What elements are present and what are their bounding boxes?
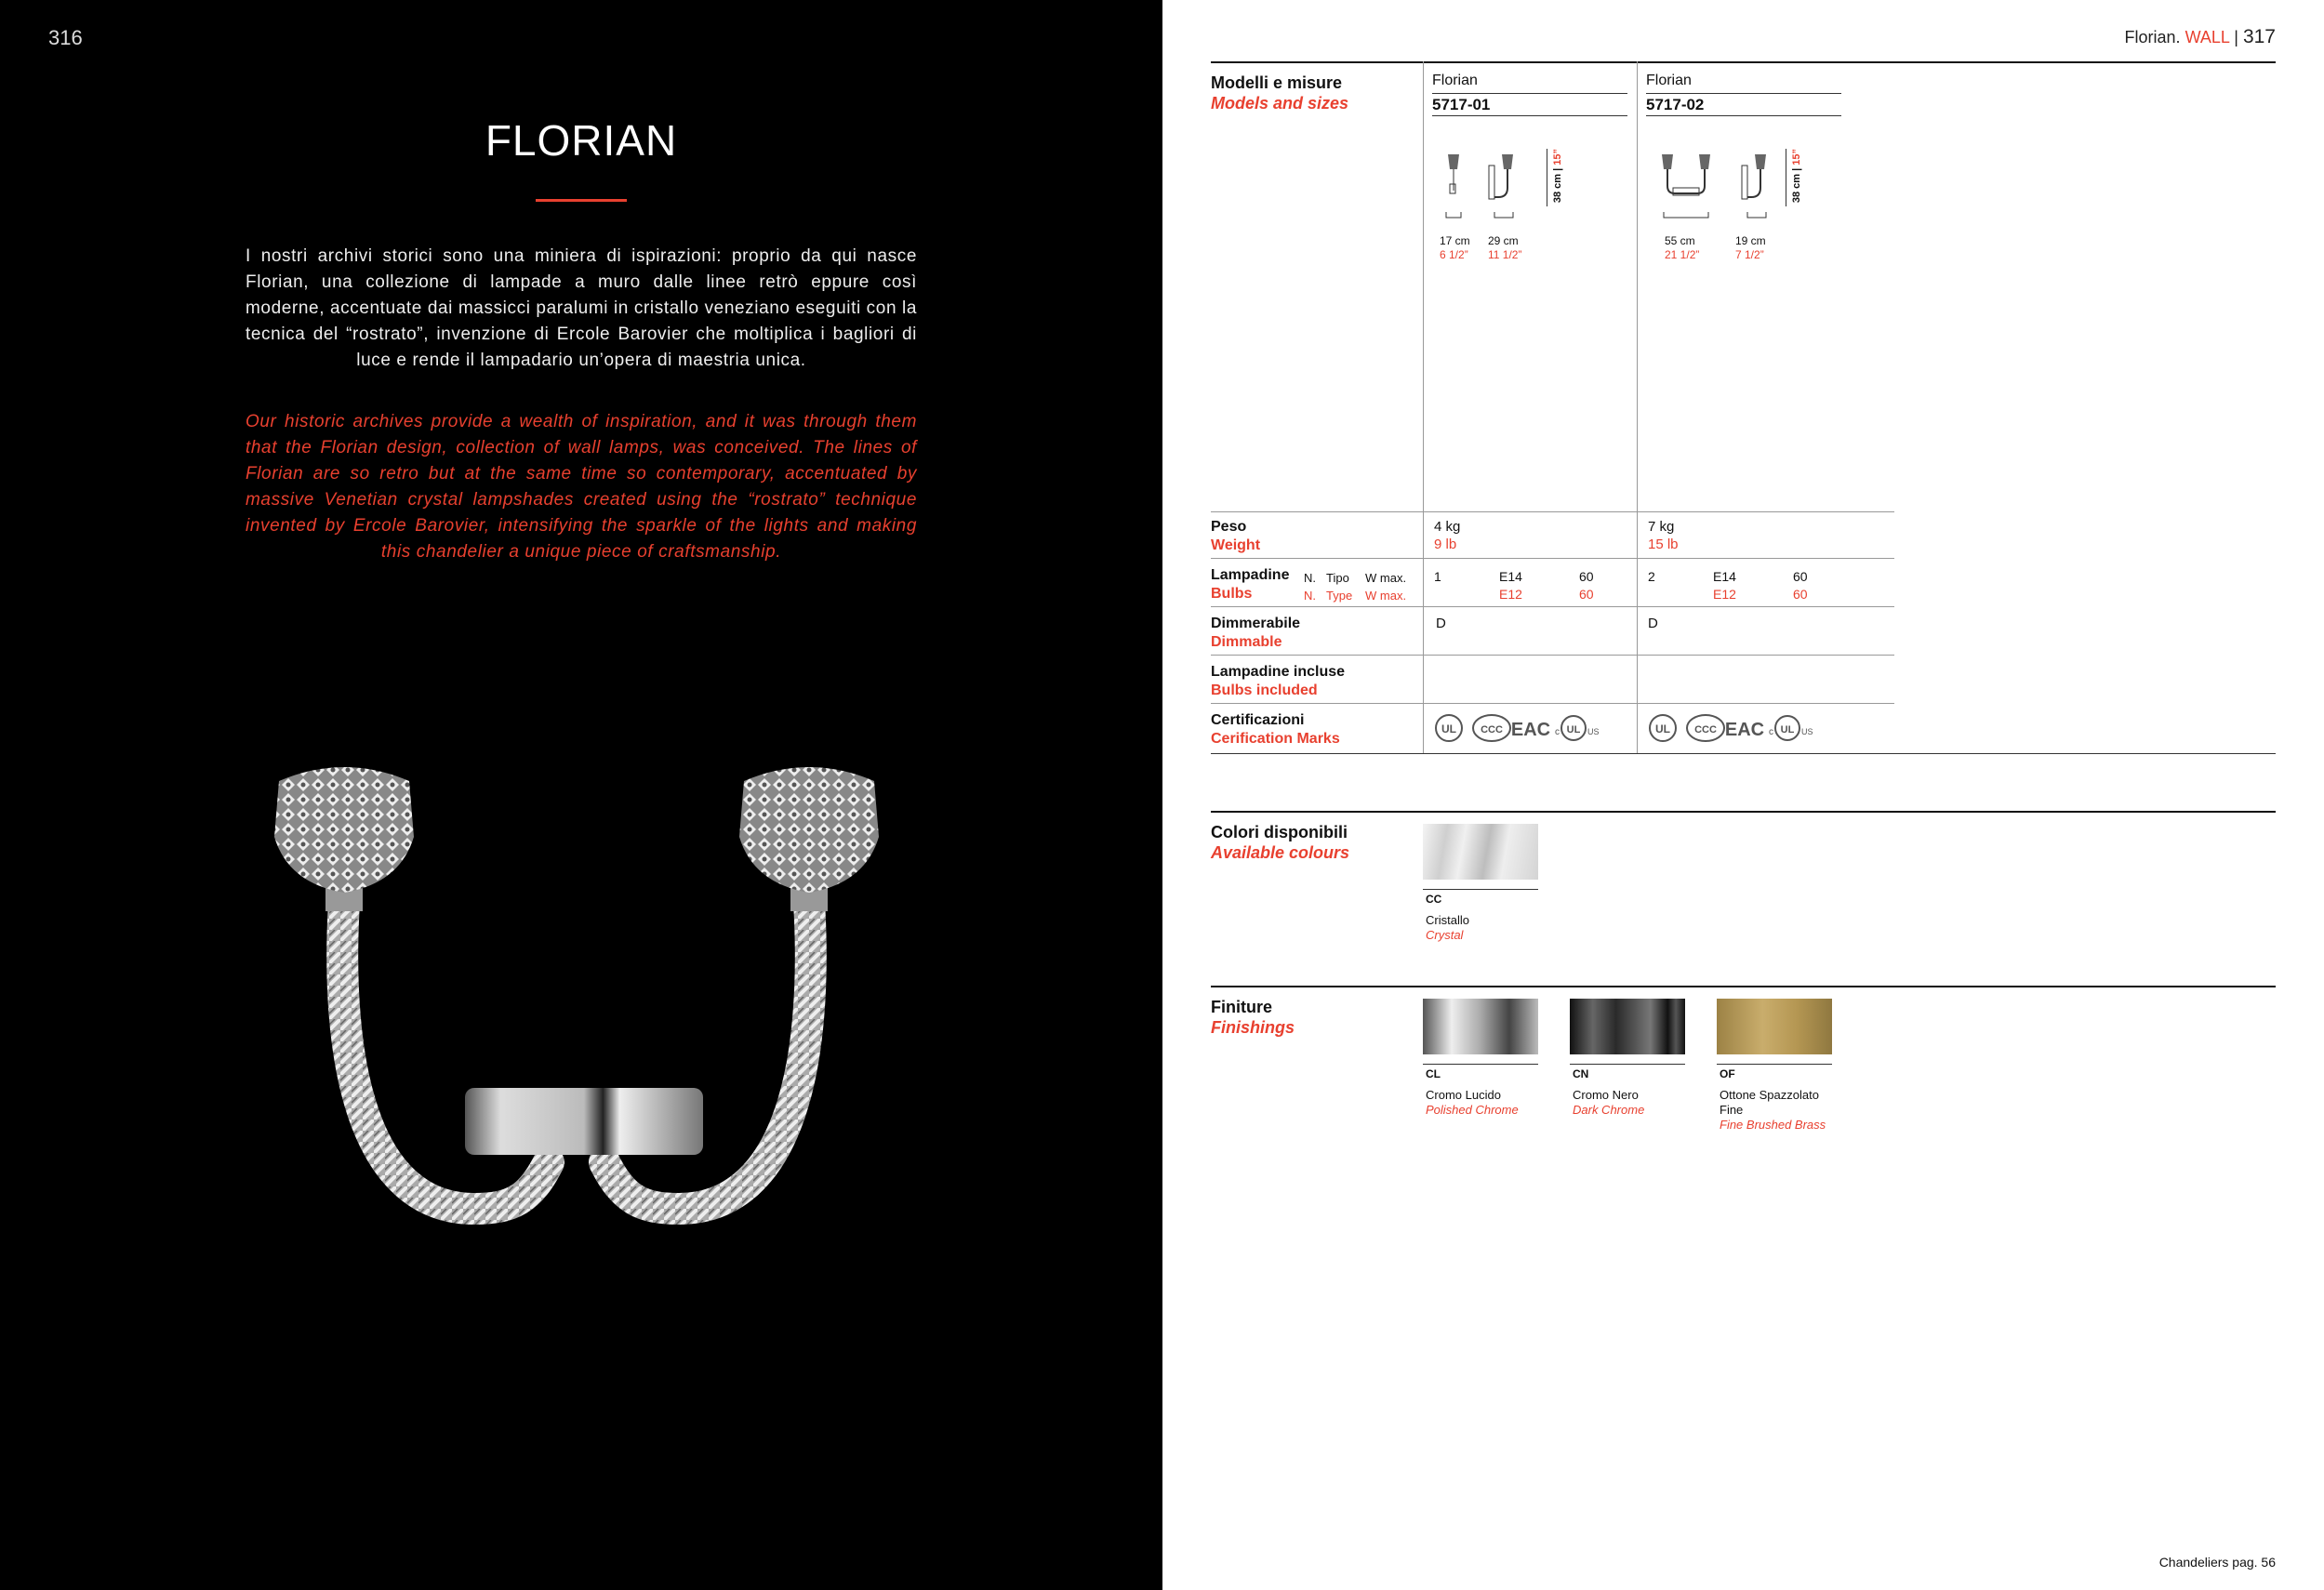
cert-label: Certificazioni Cerification Marks [1211, 712, 1340, 747]
colour-name-it: Cristallo [1426, 913, 1469, 927]
finish-code-cn: CN [1573, 1067, 1589, 1080]
model-2-drawing [1651, 139, 1781, 223]
column-divider-1 [1423, 61, 1424, 753]
finish-code-of: OF [1720, 1067, 1735, 1080]
model-1-cert-marks [1434, 712, 1611, 744]
model-2-dim1: 55 cm 21 1/2” [1665, 234, 1700, 261]
model-2-code: 5717-02 [1646, 96, 1705, 113]
model-1-dim1: 17 cm 6 1/2” [1440, 234, 1470, 261]
page-number-right: 317 [2242, 26, 2276, 47]
model-2-bulb-type: E14 E12 [1713, 569, 1736, 602]
svg-text:CCC: CCC [1694, 724, 1717, 735]
model-1-bulbs-n: 1 [1434, 569, 1441, 584]
collection-title: FLORIAN [485, 116, 678, 165]
finish-cn-it: Cromo Nero [1573, 1088, 1639, 1102]
intro-english: Our historic archives provide a wealth of inspiration, and it was through them that the Florian design, collection of wall lamps, was conceived. The lines of Florian are so retro but at the same time so contemporary, accentuated by massive Venetian crystal lampshades created using the “rostrato” technique invented by Ercole Barovier, intensifying the sparkle of the lights and making this chandelier a unique piece of craftsmanship. [246, 412, 917, 562]
header-category: WALL [2185, 28, 2230, 46]
svg-text:US: US [1587, 727, 1600, 736]
right-page: Florian. WALL | 317 Modelli e misure Models and sizes Florian 5717-01 38 cm | 15” 17 cm 6 1/2” 29 cm 11 1/2” Florian 5717-02 38 cm | 15” 55 cm 21 1/2” 19 cm 7 1/2” Peso Weight 4 kg 9 lb 7 kg 15 lb Lampadine Bulbs N. N. Tipo Type W max. W max. 1 E14 E12 60 60 2 E14 E12 60 60 Dimmerabile Dimmable D D Lampadine incluse Bulbs included Certificazioni Cerification Marks UL CCC EAC c UL US UL CCC EAC c UL US Colori disponibili Available colours CC Cristallo Crystal Finiture Finishings CL Cromo Lucido Polished Chrome CN Cromo Nero Dark Chrome OF Ottone Spazzolato Fine Fine Brushed Brass Chandeliers pag. 56 [1211, 26, 2276, 1570]
svg-text:c: c [1769, 727, 1773, 737]
model-1-name: Florian [1432, 73, 1478, 88]
colours-label: Colori disponibili Available colours [1211, 823, 1350, 862]
finishes-rule [1211, 986, 2276, 987]
bulbs-label: Lampadine Bulbs [1211, 567, 1290, 602]
page-number-left: 316 [48, 26, 83, 49]
bulbs-col-type: Tipo Type [1326, 571, 1353, 603]
model-2-bulbs-n: 2 [1648, 569, 1655, 584]
model-1-dim2: 29 cm 11 1/2” [1488, 234, 1522, 261]
finish-code-cl: CL [1426, 1067, 1441, 1080]
spec-top-rule [1211, 61, 2276, 63]
svg-text:UL: UL [1441, 722, 1456, 735]
model-2-cert-marks [1648, 712, 1825, 744]
footer-reference[interactable]: Chandeliers pag. 56 [2158, 1555, 2276, 1570]
dimmable-label: Dimmerabile Dimmable [1211, 616, 1301, 650]
model-2-weight: 7 kg 15 lb [1648, 519, 1679, 552]
model-1-code: 5717-01 [1432, 96, 1491, 113]
model-2-dim2: 19 cm 7 1/2” [1735, 234, 1766, 261]
bulbs-col-w: W max. W max. [1365, 571, 1407, 603]
svg-text:EAC: EAC [1510, 720, 1551, 740]
svg-text:UL: UL [1566, 724, 1581, 735]
finishes-label: Finiture Finishings [1211, 998, 1295, 1037]
svg-text:UL: UL [1780, 724, 1795, 735]
colour-code-cc: CC [1426, 893, 1442, 906]
model-1-bulb-w: 60 60 [1579, 569, 1594, 602]
svg-text:UL: UL [1655, 722, 1670, 735]
model-1-weight: 4 kg 9 lb [1434, 519, 1461, 552]
title-underline [536, 199, 627, 202]
model-1-bulb-type: E14 E12 [1499, 569, 1522, 602]
swatch-polished-chrome [1423, 999, 1538, 1054]
svg-text:US: US [1801, 727, 1813, 736]
finish-of-en: Fine Brushed Brass [1720, 1118, 1826, 1132]
model-2-dimmable: D [1648, 616, 1658, 631]
svg-text:c: c [1555, 727, 1560, 737]
finish-cn-en: Dark Chrome [1573, 1103, 1645, 1117]
model-1-dimmable: D [1436, 616, 1446, 631]
intro-italian: I nostri archivi storici sono una miniera di ispirazioni: proprio da qui nasce Florian, una collezione di lampade a muro dalle linee retrò eppure così moderne, accentuate dai massicci paralumi in cristallo veneziano eseguiti con la tecnica del “rostrato”, invenzione di Ercole Barovier che moltiplica i bagliori di luce e rende il lampadario un’opera di maestria unica. [246, 246, 917, 370]
model-2-name: Florian [1646, 73, 1692, 88]
header-collection: Florian. [2124, 28, 2181, 46]
colour-name-en: Crystal [1426, 928, 1464, 942]
finish-cl-it: Cromo Lucido [1426, 1088, 1501, 1102]
page-header: Florian. WALL | 317 [2124, 26, 2276, 47]
models-label: Modelli e misure Models and sizes [1211, 73, 1349, 113]
swatch-crystal [1423, 824, 1538, 880]
model-2-bulb-w: 60 60 [1793, 569, 1808, 602]
model-1-drawing [1437, 139, 1544, 223]
bulbs-included-label: Lampadine incluse Bulbs included [1211, 664, 1346, 698]
swatch-fine-brushed-brass [1717, 999, 1832, 1054]
column-divider-2 [1637, 61, 1638, 753]
svg-text:CCC: CCC [1481, 724, 1503, 735]
swatch-dark-chrome [1570, 999, 1685, 1054]
finish-of-it: Ottone Spazzolato Fine [1720, 1088, 1819, 1117]
weight-label: Peso Weight [1211, 519, 1261, 553]
finish-cl-en: Polished Chrome [1426, 1103, 1519, 1117]
florian-wall-lamp-image [251, 762, 921, 1283]
colours-rule [1211, 811, 2276, 813]
bulbs-col-n: N. N. [1304, 571, 1316, 603]
svg-text:EAC: EAC [1724, 720, 1765, 740]
